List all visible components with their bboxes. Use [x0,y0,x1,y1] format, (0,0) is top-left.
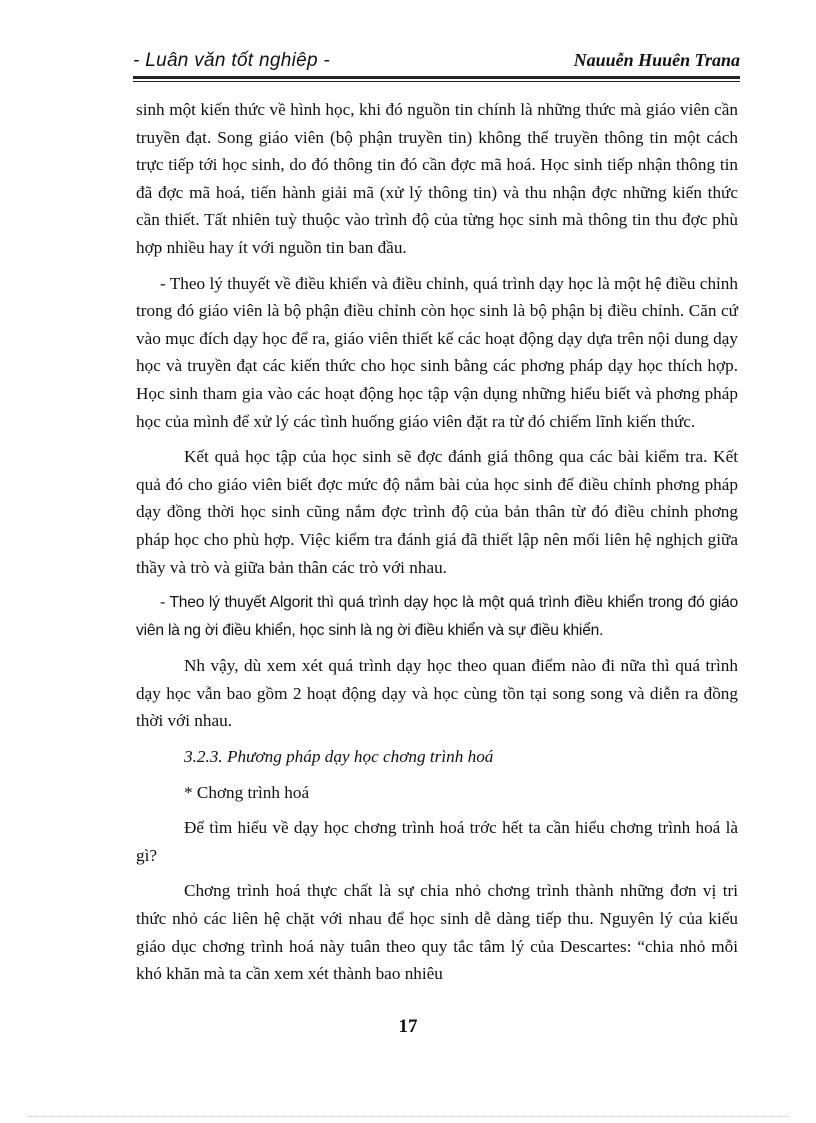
section-heading: 3.2.3. Phương pháp dạy học chơng trình hoá [184,747,494,767]
header-rule-thin [133,81,740,82]
paragraph-3-assessment: Kết quả học tập của học sinh sẽ đợc đánh giá thông qua các bài kiểm tra. Kết quả đó cho giáo viên biết đợc mức độ nắm bài của học sinh để điều chỉnh phơng pháp dạy đồng thời học sinh cũng nắm đợc trình độ của bản thân từ đó điều chỉnh phơng pháp học cho phù hợp. Việc kiểm tra đánh giá đã thiết lập nên mối liên hệ nghịch giữa thầy và trò và giữa bản thân các trò với nhau. [136,447,738,577]
paragraph-1: sinh một kiến thức về hình học, khi đó nguồn tin chính là những thức mà giáo viên cần truyền đạt. Song giáo viên (bộ phận truyền tin) không thể truyền thông tin một cách trực tiếp tới học sinh, do đó thông tin đó cần đợc mã hoá. Học sinh tiếp nhận thông tin đã đợc mã hoá, tiến hành giải mã (xử lý thông tin) và thu nhận đợc những kiến thức cần thiết. Tất nhiên tuỳ thuộc vào trình độ của từng học sinh mà thông tin thu đợc phù hợp nhiều hay ít với nguồn tin ban đầu. [136,100,738,257]
paragraph-4-algorithm-theory: - Theo lý thuyết Algorit thì quá trình dạy học là một quá trình điều khiển trong đó giáo viên là ng ời điều khiển, học sinh là ng ời điều khiển và sự điều khiển. [136,594,738,639]
footer-dotted-rule [28,1116,788,1117]
header-author-name: Nauuễn Huuên Trana [573,50,740,70]
header-rule-thick [133,76,740,79]
paragraph-7-descartes: Chơng trình hoá thực chất là sự chia nhỏ chơng trình thành những đơn vị tri thức nhỏ các liên hệ chặt với nhau để học sinh dễ dàng tiếp thu. Nguyên lý của kiểu giáo dục chơng trình hoá này tuân theo quy tắc tâm lý của Descartes: “chia nhỏ mỗi khó khăn mà ta cần xem xét thành bao nhiêu [136,881,738,984]
paragraph-2-control-theory: - Theo lý thuyết về điều khiển và điều chỉnh, quá trình dạy học là một hệ điều chỉnh trong đó giáo viên là bộ phận điều chỉnh còn học sinh là bộ phận bị điều chỉnh. Căn cứ vào mục đích dạy học để ra, giáo viên thiết kế các hoạt động dạy dựa trên nội dung dạy học và truyền đạt các kiến thức cho học sinh bằng các phơng pháp dạy học thích hợp. Học sinh tham gia vào các hoạt động học tập vận dụng những hiểu biết và phơng pháp học của mình để xử lý các tình huống giáo viên đặt ra từ đó chiếm lĩnh kiến thức. [136,273,738,431]
paragraph-5-summary: Nh vậy, dù xem xét quá trình dạy học theo quan điểm nào đi nữa thì quá trình dạy học vẫn bao gồm 2 hoạt động dạy và học cùng tồn tại song song và diễn ra đồng thời với nhau. [136,656,738,731]
subsection-heading: * Chơng trình hoá [184,782,310,802]
running-header [133,44,740,80]
body-text [136,96,738,996]
paragraph-6-definition: Để tìm hiểu về dạy học chơng trình hoá trớc hết ta cần hiểu chơng trình hoá là gì? [136,818,738,865]
header-thesis-title: - Luân văn tốt nghiêp - [133,50,331,71]
page-number: 17 [398,1016,418,1037]
